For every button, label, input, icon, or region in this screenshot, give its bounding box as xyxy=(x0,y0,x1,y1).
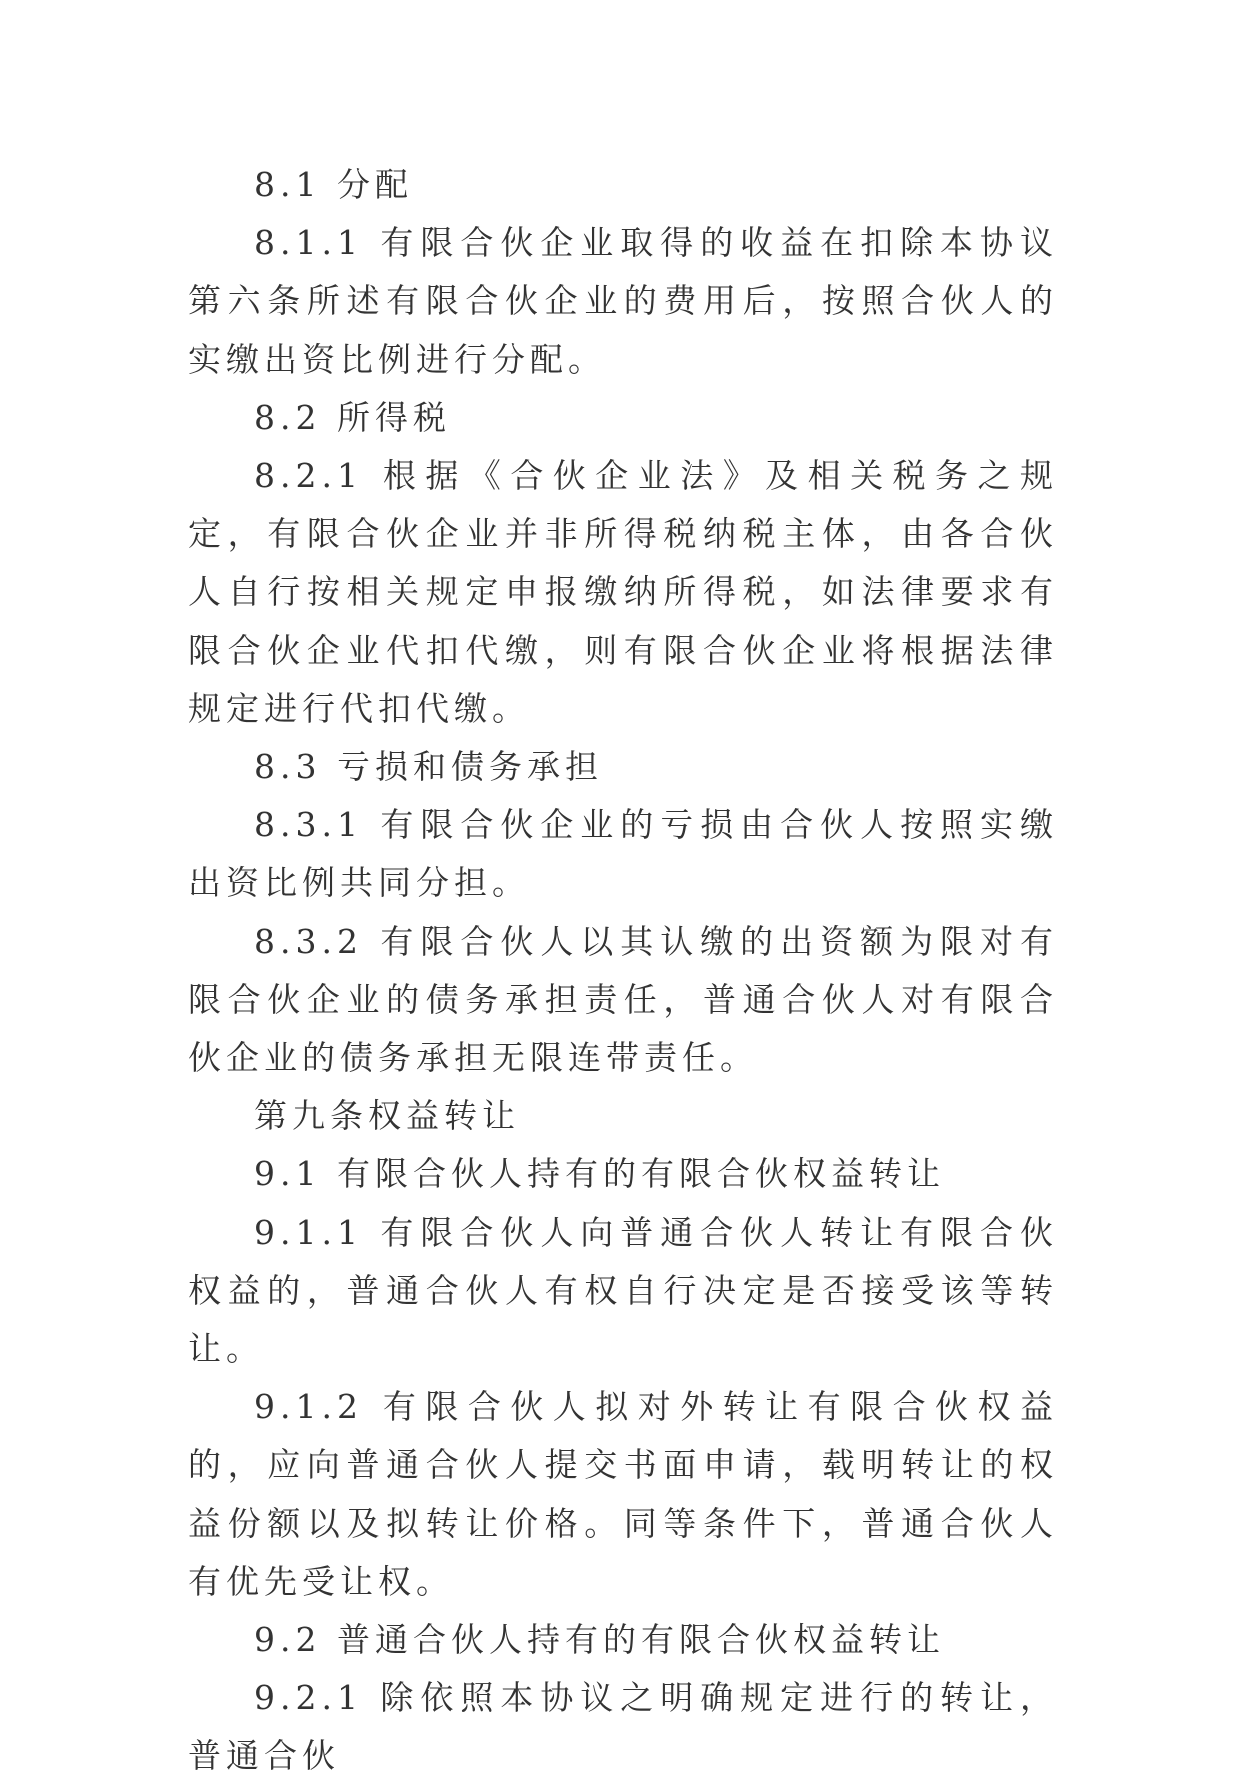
section-heading-9-2: 9.2 普通合伙人持有的有限合伙权益转让 xyxy=(254,1620,945,1660)
section-heading-8-1: 8.1 分配 xyxy=(254,165,413,204)
section-heading-8-3: 8.3 亏损和债务承担 xyxy=(254,747,603,787)
article-heading-9: 第九条权益转让 xyxy=(254,1096,520,1136)
section-heading-8-2: 8.2 所得税 xyxy=(254,397,451,437)
clause-9-1-2: 9.1.2 有限合伙人拟对外转让有限合伙权益的，应向普通合伙人提交书面申请，载明转让的权益份额以及拟转让价格。同等条件下，普通合伙人有优先受让权。 xyxy=(188,1387,1058,1601)
clause-8-2-1: 8.2.1 根据《合伙企业法》及相关税务之规定，有限合伙企业并非所得税纳税主体，由各合伙人自行按相关规定申报缴纳所得税，如法律要求有限合伙企业代扣代缴，则有限合伙企业将根据法律规定进行代扣代缴。 xyxy=(188,456,1058,728)
document-body xyxy=(188,156,1058,1786)
clause-8-1-1: 8.1.1 有限合伙企业取得的收益在扣除本协议第六条所述有限合伙企业的费用后，按照合伙人的实缴出资比例进行分配。 xyxy=(188,223,1058,379)
section-heading-9-1: 9.1 有限合伙人持有的有限合伙权益转让 xyxy=(254,1154,945,1194)
clause-8-3-2: 8.3.2 有限合伙人以其认缴的出资额为限对有限合伙企业的债务承担责任，普通合伙人对有限合伙企业的债务承担无限连带责任。 xyxy=(188,921,1058,1078)
clause-9-2-1: 9.2.1 除依照本协议之明确规定进行的转让，普通合伙 xyxy=(188,1678,1058,1776)
clause-8-3-1: 8.3.1 有限合伙企业的亏损由合伙人按照实缴出资比例共同分担。 xyxy=(188,805,1058,903)
clause-9-1-1: 9.1.1 有限合伙人向普通合伙人转让有限合伙权益的，普通合伙人有权自行决定是否接受该等转让。 xyxy=(188,1212,1058,1369)
